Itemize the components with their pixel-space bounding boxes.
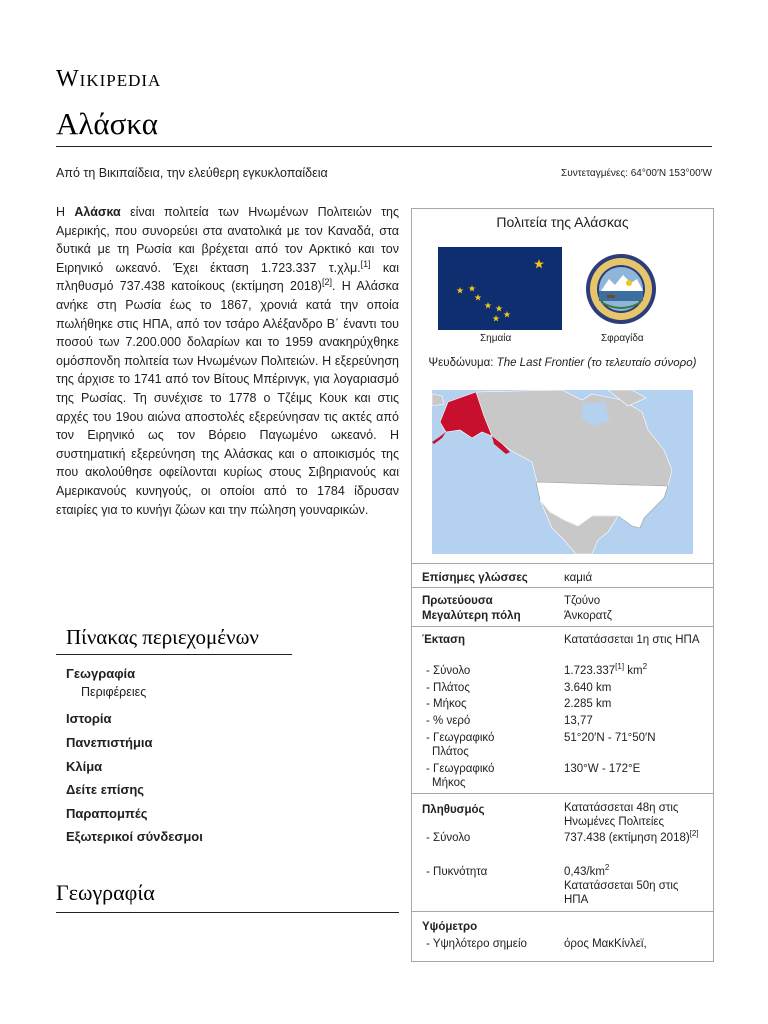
nickname-row (422, 356, 703, 371)
density-exponent: 2 (604, 863, 610, 873)
population-label: Πληθυσμός (422, 804, 485, 816)
toc-item-see-also[interactable]: Δείτε επίσης (66, 782, 145, 797)
intro-text-3: . Η Αλάσκα ανήκε στη Ρωσία έως το 1867, χρονιά κατά την οποία πωλήθηκε στις ΗΠΑ, από τον τσάρο Αλέξανδρο Β΄ έναντι του ποσού των 7.200.000 δολαρίων και το 1959 ανακηρύχθηκε ομόσπονδη πολιτεία των Ηνωμένων Πολιτειών. Η εξερεύνηση της άρχισε το 1741 από τον Βίτους Μπέρινγκ, για λογαριασμό της Ρωσίας. Τη συνέχισε το 1778 ο Τζέιμς Κουκ και στις αρχές του 19ου αιώνα αποστολές εξερεύνησαν τις ακτές από τον Ειρηνικό ως τον Βόρειο Παγωμένο ωκεανό. Η συστηματική εξερεύνηση της Αλάσκας και ο αποικισμός της που ακολούθησε οφείλονται κυρίως στους Σιβηριανούς και Αμερικανούς κυνηγούς, οι οποίοι από το 1784 ίδρυσαν εταιρίες για το κυνήγι ζώων και την πώληση γουναρικών. (56, 279, 399, 517)
area-unit: km (624, 665, 643, 677)
intro-text-2: και πληθυσμό 737.438 κατοίκους (εκτίμηση 2018) (56, 260, 399, 294)
water-percent-label: - % νερό (426, 715, 471, 727)
area-total-number: 1.723.337 (564, 665, 616, 677)
area-reference-link[interactable]: [1] (615, 662, 625, 672)
density-label: - Πυκνότητα (426, 866, 488, 878)
toc-item-history[interactable]: Ιστορία (66, 711, 112, 726)
infobox-title: Πολιτεία της Αλάσκας (496, 214, 629, 230)
page-title: Αλάσκα (56, 106, 158, 141)
toc-item-external-links[interactable]: Εξωτερικοί σύνδεσμοι (66, 829, 203, 844)
infobox-separator (412, 793, 713, 794)
reference-link-2[interactable]: [2] (321, 277, 332, 288)
toc-item-geography[interactable]: Γεωγραφία (66, 666, 136, 681)
intro-paragraph (56, 203, 399, 519)
longitude-label-line2: Μήκος (432, 777, 466, 789)
infobox-separator (412, 911, 713, 912)
toc-item-regions[interactable]: Περιφέρειες (81, 685, 147, 699)
toc-item-references[interactable]: Παραπομπές (66, 806, 148, 821)
population-total-label: - Σύνολο (426, 832, 471, 844)
population-total-number: 737.438 (εκτίμηση 2018) (564, 832, 690, 844)
intro-text: είναι πολιτεία των Ηνωμένων Πολιτειών της Αμερικής, που συνορεύει στα ανατολικά με τον Καναδά, στα δυτικά με τη Ρωσία και βρέχεται από τον Αρκτικό και τον Ειρηνικό ωκεανό. Έχει έκταση 1.723.337 τ.χλμ. (56, 205, 399, 275)
infobox-separator (412, 563, 713, 564)
capital-label: Πρωτεύουσα (422, 595, 493, 607)
largest-city-label: Μεγαλύτερη πόλη (422, 610, 521, 622)
area-total-value (564, 664, 704, 678)
area-rank-value: Κατατάσσεται 1η στις ΗΠΑ (564, 634, 700, 646)
area-total-label: - Σύνολο (426, 665, 471, 677)
longitude-label (426, 762, 494, 790)
alaska-seal-image[interactable] (585, 253, 657, 325)
length-label: - Μήκος (426, 698, 467, 710)
latitude-label (426, 731, 494, 759)
toc-item-universities[interactable]: Πανεπιστήμια (66, 735, 153, 750)
title-underline (56, 146, 712, 147)
infobox (411, 208, 714, 962)
width-value: 3.640 km (564, 682, 612, 694)
intro-text-start: Η (56, 205, 75, 219)
section-heading-geography: Γεωγραφία (56, 880, 399, 913)
highest-point-value[interactable]: όρος ΜακΚίνλεϊ, (564, 938, 647, 950)
population-total-value (564, 831, 704, 845)
seal-caption[interactable]: Σφραγίδα (601, 333, 644, 344)
population-reference-link[interactable]: [2] (689, 829, 699, 839)
nickname-label: Ψευδώνυμα: (428, 357, 494, 369)
flag-caption[interactable]: Σημαία (480, 333, 512, 344)
toc-title: Πίνακας περιεχομένων (56, 625, 292, 655)
largest-city-value[interactable]: Άνκορατζ (564, 610, 612, 622)
latitude-label-line2: Πλάτος (432, 746, 469, 758)
infobox-separator (412, 587, 713, 588)
area-label: Έκταση (422, 634, 465, 646)
longitude-value: 130°W - 172°E (564, 763, 641, 775)
coordinates-link[interactable]: Συντεταγμένες: 64°00′N 153°00′W (561, 168, 712, 179)
alaska-flag-image[interactable] (438, 247, 562, 330)
density-number: 0,43/km (564, 866, 605, 878)
nickname-value: The Last Frontier (το τελευταίο σύνορο) (496, 357, 697, 369)
locator-map-image[interactable] (432, 390, 693, 554)
latitude-value: 51°20′N - 71°50′N (564, 732, 656, 744)
site-tagline: Από τη Βικιπαίδεια, την ελεύθερη εγκυκλοπαίδεια (56, 166, 328, 180)
languages-label: Επίσημες γλώσσες (422, 572, 528, 584)
latitude-label-line1: - Γεωγραφικό (426, 732, 495, 744)
area-unit-exponent: 2 (642, 662, 648, 672)
elevation-label: Υψόμετρο (422, 921, 478, 933)
languages-value: καμιά (564, 572, 593, 584)
density-rank: Κατατάσσεται 50η στις ΗΠΑ (564, 880, 679, 906)
intro-bold-term: Αλάσκα (74, 205, 121, 219)
infobox-separator (412, 626, 713, 627)
table-of-contents (56, 625, 292, 655)
capital-value[interactable]: Τζούνο (564, 595, 601, 607)
density-value (564, 865, 704, 907)
toc-item-climate[interactable]: Κλίμα (66, 759, 103, 774)
highest-point-label: - Υψηλότερο σημείο (426, 938, 527, 950)
wikipedia-wordmark[interactable]: Wikipedia (56, 66, 162, 92)
reference-link-1[interactable]: [1] (360, 258, 371, 269)
length-value: 2.285 km (564, 698, 612, 710)
longitude-label-line1: - Γεωγραφικό (426, 763, 495, 775)
water-percent-value: 13,77 (564, 715, 593, 727)
width-label: - Πλάτος (426, 682, 470, 694)
population-rank-value: Κατατάσσεται 48η στις Ηνωμένες Πολιτείες (564, 802, 679, 828)
